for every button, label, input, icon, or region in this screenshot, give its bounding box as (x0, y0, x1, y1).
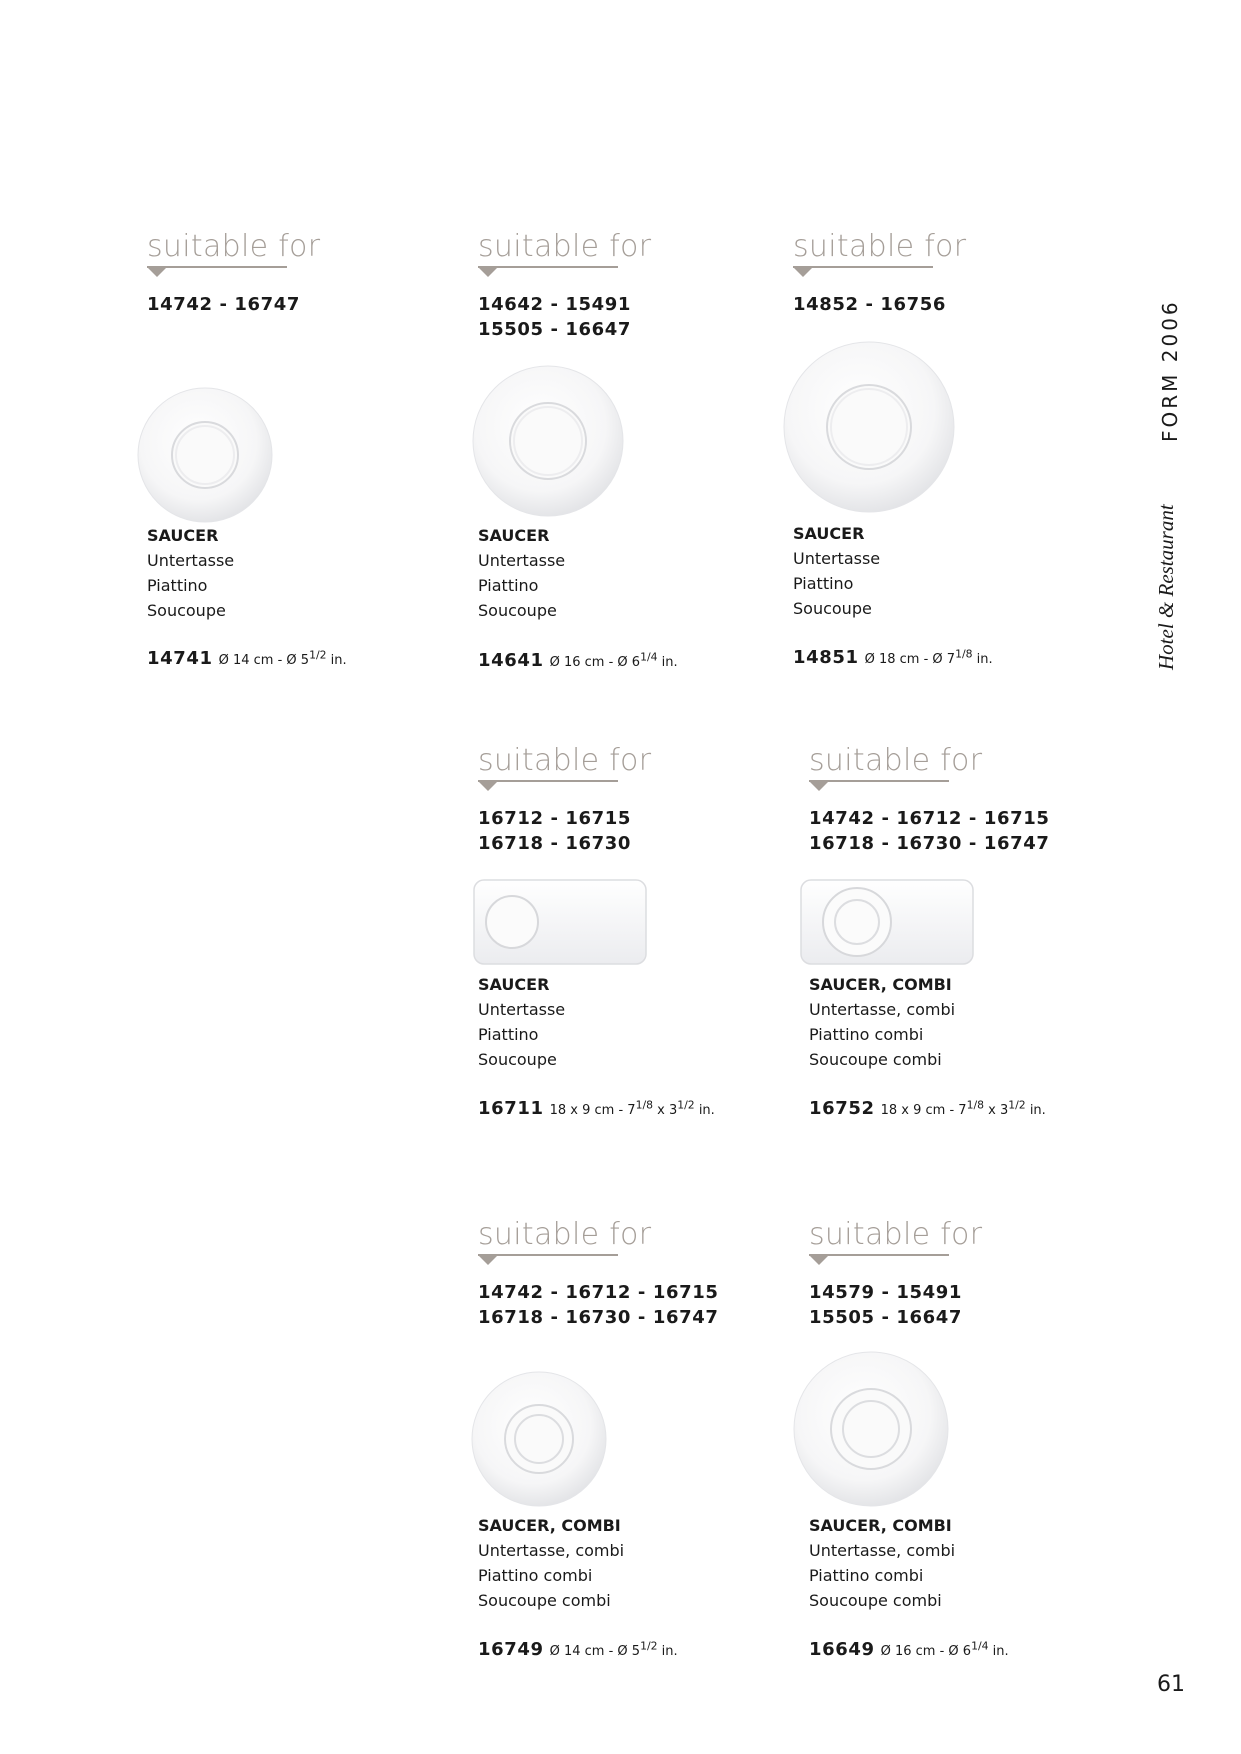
suitable-for-rule (147, 264, 287, 278)
suitable-for-rule (478, 1252, 618, 1266)
product-16711 (478, 744, 778, 856)
suitable-for-rule (809, 1252, 949, 1266)
suitable-for-rule (478, 264, 618, 278)
suitable-for-heading: suitable for (147, 229, 321, 264)
suitable-for-heading: suitable for (478, 229, 652, 264)
product-dimensions: 16711 18 x 9 cm - $7^{1/8}$ x $3^{1/2}$ in. (478, 1098, 715, 1119)
saucer-photo (135, 385, 275, 525)
product-names: SAUCER Untertasse Piattino Soucoupe (793, 524, 881, 618)
combi-saucer-photo (791, 1349, 951, 1509)
suitable-for-heading: suitable for (793, 229, 967, 264)
suitable-for-rule (793, 264, 933, 278)
suitable-for-rule (809, 778, 949, 792)
product-names: SAUCER Untertasse Piattino Soucoupe (478, 526, 566, 620)
page-number: 61 (1157, 1672, 1185, 1697)
product-names: SAUCER Untertasse Piattino Soucoupe (147, 526, 235, 620)
rectangular-combi-saucer-photo (799, 878, 975, 966)
suitable-codes: 14742 - 16712 - 16715 16718 - 16730 - 16747 (809, 808, 1050, 854)
suitable-for-heading: suitable for (478, 743, 652, 778)
product-dimensions: 16752 18 x 9 cm - $7^{1/8}$ x $3^{1/2}$ in. (809, 1098, 1046, 1119)
product-names: SAUCER, COMBI Untertasse, combi Piattino combi Soucoupe combi (809, 975, 956, 1069)
category-label: Hotel & Restaurant (1154, 504, 1178, 670)
combi-saucer-photo (469, 1369, 609, 1509)
product-names: SAUCER Untertasse Piattino Soucoupe (478, 975, 566, 1069)
suitable-codes: 14852 - 16756 (793, 294, 947, 315)
product-dimensions: 14641 Ø 16 cm - Ø $6^{1/4}$ in. (478, 650, 678, 671)
product-dimensions: 14741 Ø 14 cm - Ø $5^{1/2}$ in. (147, 648, 347, 669)
product-16749 (478, 1218, 778, 1330)
rectangular-saucer-photo (472, 878, 648, 966)
saucer-photo (781, 339, 957, 515)
product-names: SAUCER, COMBI Untertasse, combi Piattino combi Soucoupe combi (809, 1516, 956, 1610)
product-dimensions: 16649 Ø 16 cm - Ø $6^{1/4}$ in. (809, 1639, 1009, 1660)
product-names: SAUCER, COMBI Untertasse, combi Piattino combi Soucoupe combi (478, 1516, 625, 1610)
suitable-for-rule (478, 778, 618, 792)
product-16649 (809, 1218, 1109, 1330)
suitable-codes: 14579 - 15491 15505 - 16647 (809, 1282, 963, 1328)
brand-label: FORM 2006 (1158, 299, 1182, 442)
suitable-codes: 16712 - 16715 16718 - 16730 (478, 808, 632, 854)
product-dimensions: 14851 Ø 18 cm - Ø $7^{1/8}$ in. (793, 647, 993, 668)
product-16752 (809, 744, 1109, 856)
suitable-codes: 14642 - 15491 15505 - 16647 (478, 294, 632, 340)
suitable-for-heading: suitable for (809, 1217, 983, 1252)
suitable-for-heading: suitable for (478, 1217, 652, 1252)
product-14851 (793, 230, 1093, 317)
product-14741 (147, 230, 447, 317)
saucer-photo (470, 363, 626, 519)
product-dimensions: 16749 Ø 14 cm - Ø $5^{1/2}$ in. (478, 1639, 678, 1660)
suitable-codes: 14742 - 16712 - 16715 16718 - 16730 - 16747 (478, 1282, 719, 1328)
suitable-codes: 14742 - 16747 (147, 294, 301, 315)
product-14641 (478, 230, 778, 342)
suitable-for-heading: suitable for (809, 743, 983, 778)
